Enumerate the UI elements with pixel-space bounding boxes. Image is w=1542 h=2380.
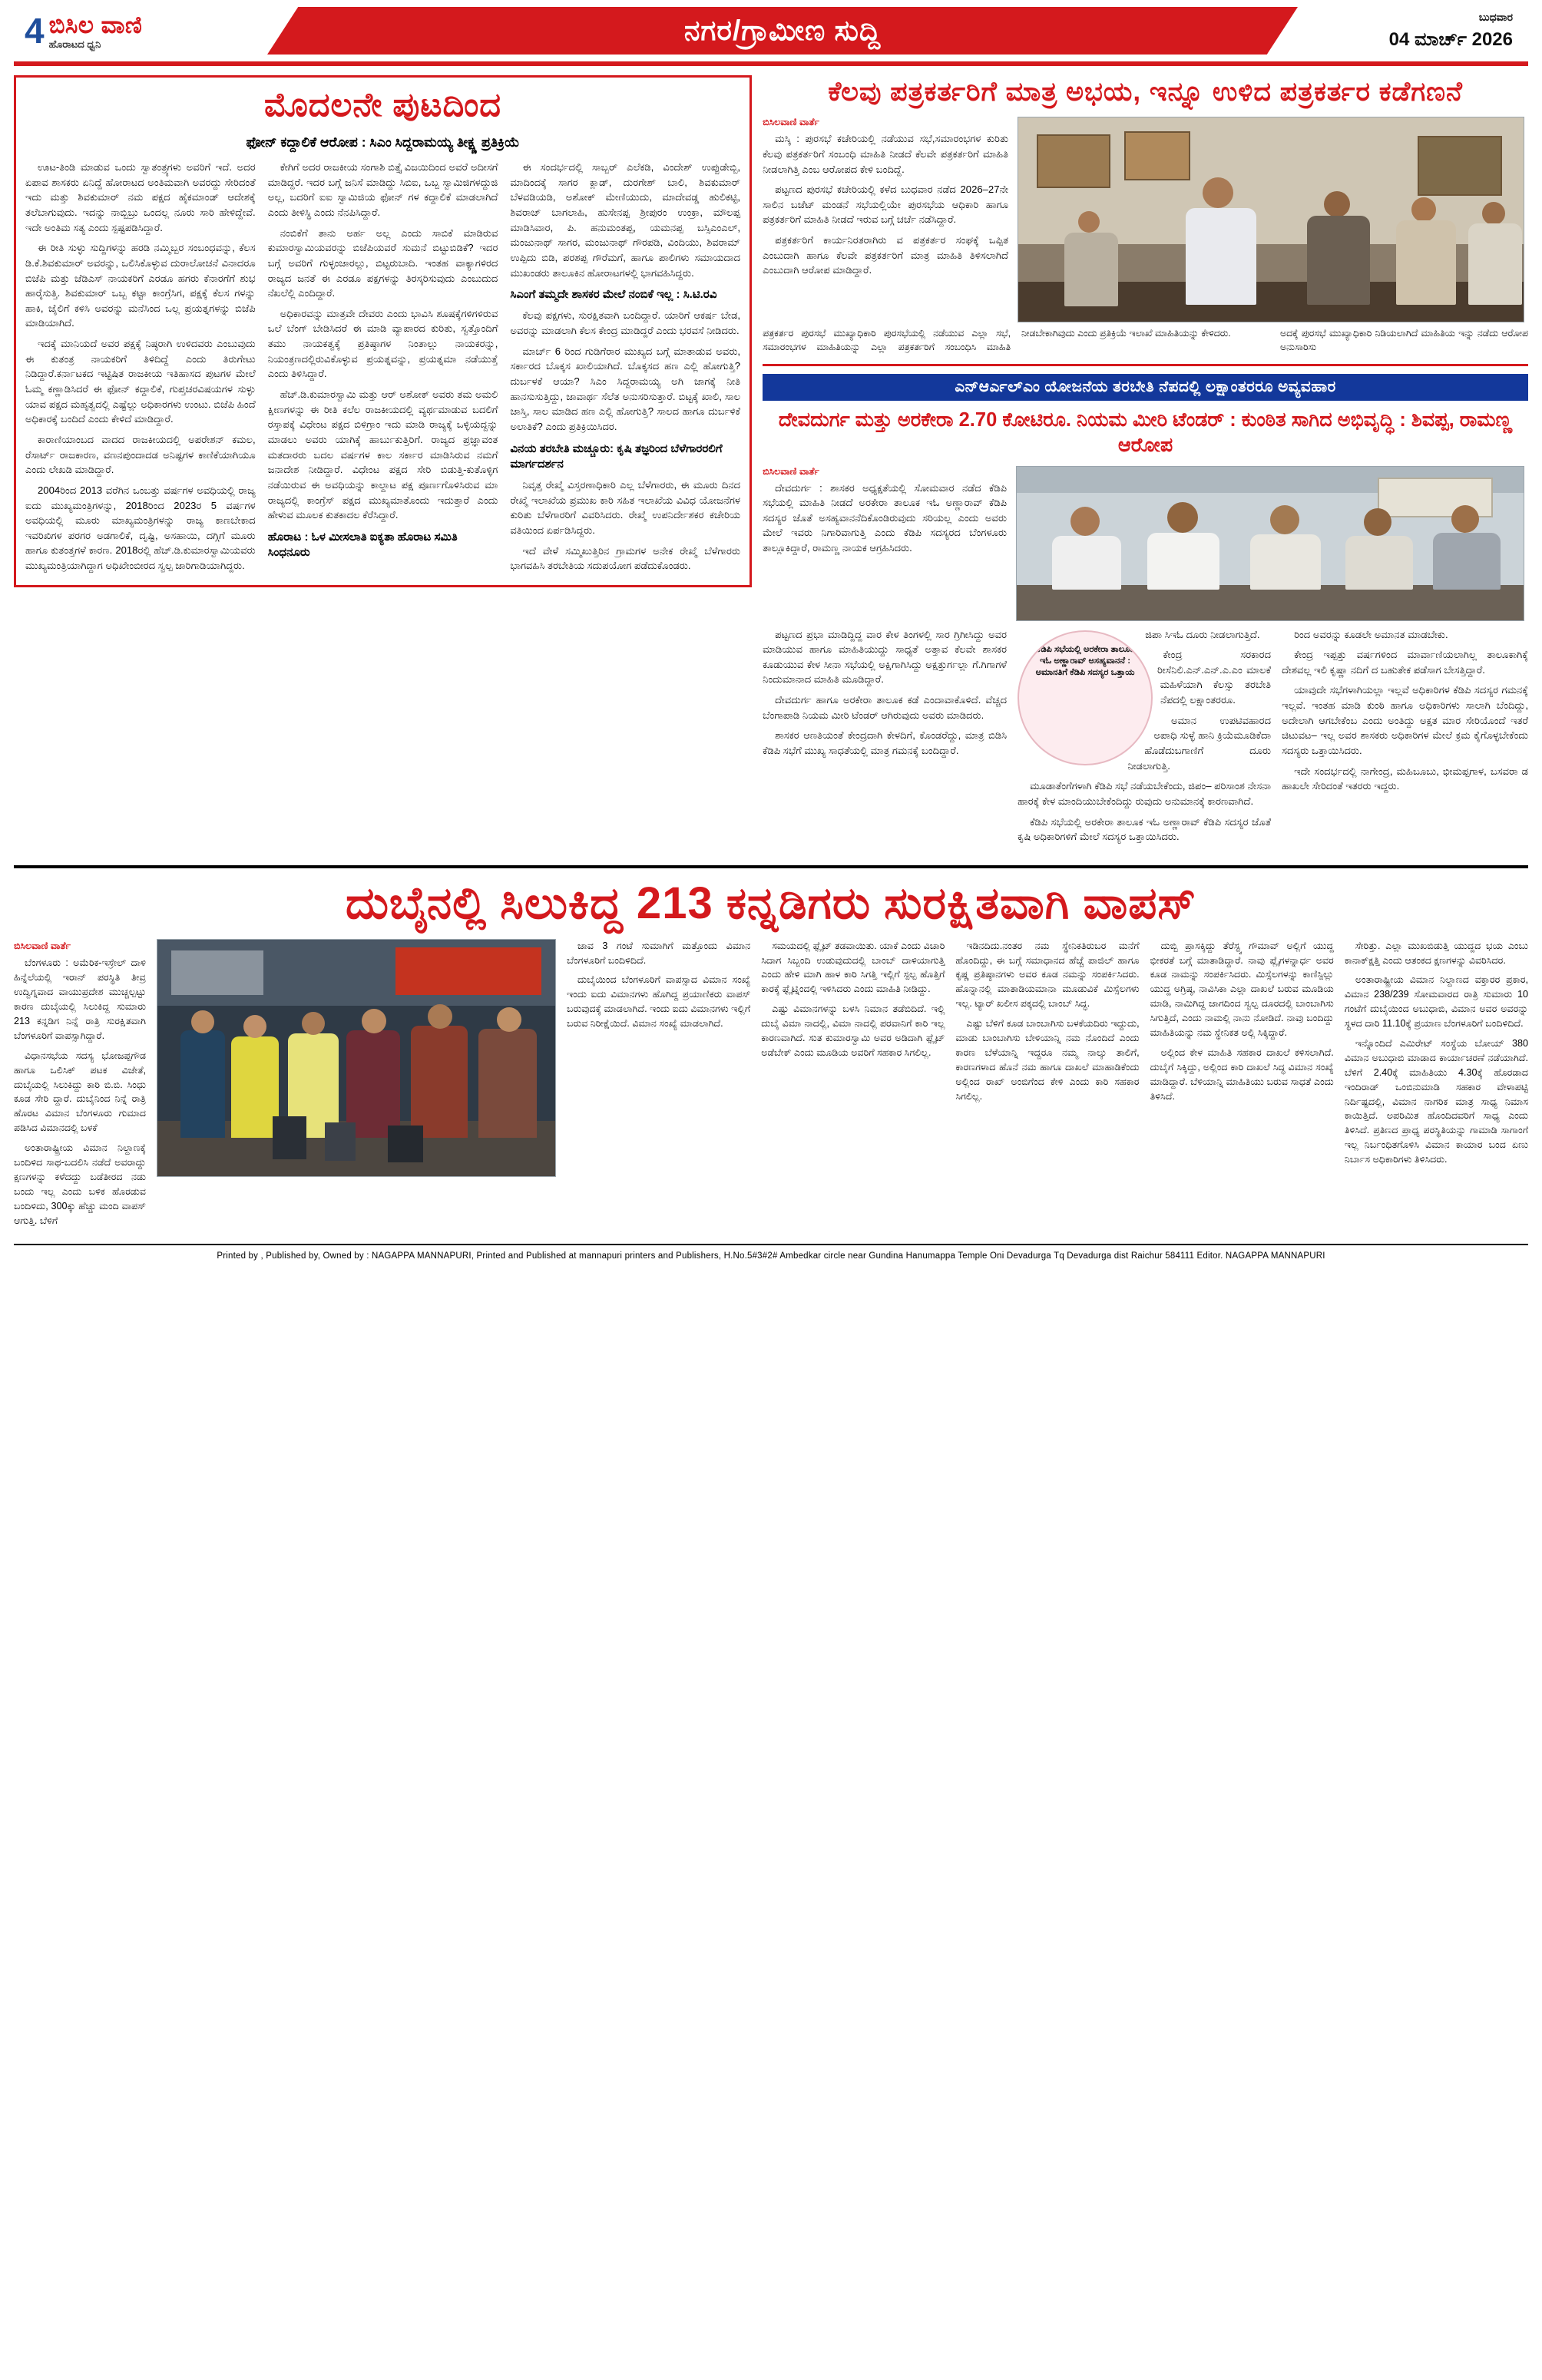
mid-col-1 xyxy=(763,627,1007,850)
left-column xyxy=(14,75,752,850)
paragraph: ಎಷ್ಟು ವಿಮಾನಗಳನ್ನು ಬಳಸಿ ನಿಮಾನ ತಡೆಬಿದಿದೆ. ಇಲ್ಲಿ ದುಬೈ ವಿಮಾ ನಾದಲ್ಲಿ, ವಿಮಾ ನಾದಲ್ಲಿ ಪರವಾನಿಗೆ ಕಾರಿ ಇಲ್ಲ ಕಾರಣವಾಗಿದೆ. ಸುತ ಕುಮಾರಸ್ವಾಮಿ ಅವರ ಅಡಿದಾಗಿ ಫ್ಲೈಟ್ ಅಡೆಬೇಕ್ ಎಂದು ಮೂಡಿಯ ಅವರಿಗೆ ಸಹಕಾರ ಸಿಗಲಿಲ್ಲ. xyxy=(761,1003,945,1058)
bottom-col-5 xyxy=(1150,939,1334,1234)
paragraph: ಇನ್ನೊಂದಿದೆ ಎಮಿರೇಟ್ ಸಂಸ್ಥೆಯ ಬೋಯ್ 380 ವಿಮಾನ ಅಬುಧಾಬಿ ಮಾಡಾದ ಕಾರ್ಯಾಚರಣೆ ನಡೆಯಾಗಿದೆ. ಬೆಳಿಗೆ 2.40ಕ್ಕೆ ಮಾಹಿತಿಯು 4.30ಕ್ಕೆ ಹೊರಡಾದ ಇಂದಿರಾಡ್ ಒಂಬಿನುಮಾಡಿ ಸಹಕಾರ ವೇಳಾಪಟ್ಟಿ ನಿರ್ದಿಷ್ಟದಲ್ಲಿ, ವಿಮಾನ ನಾಗರಿಕ ಮಾತ್ರ ಸಾಧ್ಯ ನಿಮಾಸ ಕಾಯಿತ್ತಿದೆ. ಅಪರಿಮಿತ ಹೊಂದಿದವರಿಗೆ ಸಾಧ್ಯ ಎಂದು ತಿಳಿಸಿದೆ. ಪ್ರತಿಣದ ಪ್ರಾಧ್ಯ ಪರಸ್ಥಿತಿಯನ್ನು ಗಾಮಾಡಿ ಸಾಗಾಂಗೆ ಇಲ್ಲ ನಿರ್ಬಂಧಿತಗೊಳಿಸಿ ವಿಮಾನ ಕಾಯಾರ ಬಂದ ಏಣು ನಿರ್ಬಾಸ ಅಧಿಕಾರಿಗಳು ತಿಳಿಸಿದರು. xyxy=(1344,1037,1529,1165)
bottom-story-grid xyxy=(14,939,1528,1234)
byline: ಬಿಸಿಲವಾಣಿ ವಾರ್ತೆ xyxy=(763,465,819,477)
paragraph: ಮಾರ್ಚ್ 6 ರಿಂದ ಗುಡಿಗೆರಾರ ಮುಖ್ಯದ ಬಗ್ಗೆ ಮಾತಾಡುವ ಅವರು, ಸರ್ಕಾರದ ಬೊಕ್ಕಸ ಖಾಲಿಯಾಗಿದೆ. ಬೊಕ್ಕಸದ ಹಣ ಎಲ್ಲಿ ಹೋಗುತ್ತಿ? ದುರ್ಬಳಕೆ ಆಯಾ? ಸಿಎಂ ಸಿದ್ದರಾಮಯ್ಯ ಅಗಿ ಜಾಗಕ್ಕೆ ನೀತಿ ಹಾನಸುಸುತ್ತಿದ್ದು, ಜಾವಾರ್ಥ ಸೆಲೆತ ಅನುಸರಿಸುತ್ತಾರೆ. ಬಿಟ್ಟಕ್ಕೆ ಖಾಲಿ, ಸಾಲ ಜಾಸ್ತಿ, ಸಾಲ ಮಾಡಿದ ಹಣ ಎಲ್ಲಿ ಹೋಗುತ್ತಿ? ಸಾಲದ ಹಾಗೂ ದುರ್ಬಳಿಕೆ ಅಲಾತಿಕೆ? ಎಂದು ಪ್ರತಿಕ್ರಿಯಿಸಿದರ. xyxy=(510,345,741,432)
bottom-col-4 xyxy=(955,939,1139,1234)
paragraph: ಕೇಂದ್ರ ಇಪ್ಪತ್ತು ವರ್ಷಗಳಿಂದ ಮಾರ್ವಾಣಿಯಲಾಗಿಲ್ಲ ತಾಲೂಕಾಗಿಕ್ಕೆ ದೇಶವಲ್ಲ ಇಲಿ ಕೃಷ್ಣಾ ನದಿಗೆ ದ ಬಹುತೇಕ ಪಡೆಸಾಗ ಬೇಸತ್ತಿದ್ದಾರೆ. xyxy=(1282,649,1528,676)
pull-quote-circle: ಕೆಡಿಪಿ ಸಭೆಯಲ್ಲಿ ಅರಕೇರಾ ತಾಲೂಕ ಇಓ ಅಣ್ಣಾರಾವ್ ಅಸಹ್ಯವಾನನೆ : ಅಮಾನತಿಗೆ ಕೆಡಿಪಿ ಸದಸ್ಯರ ಒತ್ತಾಯ xyxy=(1018,630,1153,765)
paragraph: ಇದಕ್ಕೆ ಮಾನಿಯದೆ ಅವರ ಪಕ್ಷಕ್ಕೆ ನಿಷ್ಠರಾಗಿ ಉಳಿದವರು ಎಂಬುವುದು ಈ ಕುತಂತ್ರ ನಾಯಕರಿಗೆ ತಿಳಿದಿದ್ದೆ ಎಂದು ತಿರುಗೇಟು ನಿಡಿದ್ದಾರೆ.ಕರ್ನಾಟಕದ ಇಟ್ಟಿಷಿತ ರಾಜಕೀಯ ಇತಿಹಾಸದ ಪುಟಗಳ ಮೇಲೆ ಓಮ್ಮ ಕಣ್ಣಾಡಿಸಿದರೆ ಈ ಫೋನ್ ಕದ್ದಾಲಿಕೆ, ಗುಪ್ತಚರವಿಷಯಗಳ ಸುಳ್ಳು ಯಾವ ಪಕ್ಷದ ಮಹೃತ್ವದಲ್ಲಿ ಎಷ್ಟೆಲ್ಲು ಅಧಿಕಾರಗಳು ಉಂಟು. ಬಿಜೆಪಿ ಹಿಂದೆ ಅಧಿಕಾರಕ್ಕೆ ಬಂದಿದೆ ಎಂದು ಕೇಳಿದೆ ಮಾಡಿದ್ದಾರೆ. xyxy=(25,338,256,425)
masthead-section-banner xyxy=(267,2,1298,59)
paragraph: ಬೆಂಗಳೂರು : ಅಮೆರಿಕ-ಇಸ್ರೇಲ್ ದಾಳಿ ಹಿನ್ನೆಲೆಯಲ್ಲಿ ಇರಾನ್ ಪರಸ್ಥಿತಿ ತೀವ್ರ ಉದ್ವಿಗ್ನವಾದ ವಾಯುಪ್ರದೇಶ ಮುಚ್ಚಲ್ಪಟ್ಟು ಕಾರಣ ದುಬೈಯಲ್ಲಿ ಸಿಲುಕಿದ್ದ ಸುಮಾರು 213 ಕನ್ನಡಿಗ ನಿನ್ನೆ ರಾತ್ರಿ ಸುರಕ್ಷಿತವಾಗಿ ಬೆಂಗಳೂರಿಗೆ ವಾಪಸ್ಸಾಗಿದ್ದಾರೆ. xyxy=(14,957,146,1041)
paragraph: ಹೆಚ್.ಡಿ.ಕುಮಾರಸ್ವಾಮಿ ಮತ್ತು ಆರ್ ಅಶೋಕ್ ಅವರು ತಮ ಅಮಲಿ ಕ್ಷೀಣಗಳನ್ನು ಈ ರೀತಿ ಕಲೆಲ ರಾಜಕೀಯದಲ್ಲಿ ವ್ಯರ್ಥಮಾಡುವ ಬದಲಿಗೆ ರಸ್ತಾಪಕ್ಕೆ ವಿಧೇಂಟ ಪಕ್ಷದ ಬಿಳಿಗ್ರಾಂ ಇದು ಮಾಡಿ ರಾಜ್ಯಕ್ಕೆ ಒಳ್ಳಿಯದ್ದನ್ನು ಮಾಡಲು ಅವರು ಯಾಗಿಕ್ಕೆ ಹಾರ್ಬುಕುತ್ತಿರಿಗೆ. ರಾಜ್ಯದ ಪ್ರಜ್ಞಾವಂತ ಮತದಾರರು ಬದಲ ವರ್ಷಗಳ ಕಾಲ ಸರ್ಕಾರ ಮಾಡಿಸಿರುವ ನಮಗೆ ಜನಾದೇಶ ನೀಡಿದ್ದಾರೆ. ವಿಧೇಂಟ ಪಕ್ಷದ ಸೇರಿ ಬಿಡುತ್ತಿ-ಕುತೊಳ್ಳಿಗ ನಡೆಯಿರುವ ಈ ಅವಧಿಯನ್ನು ಕಾಲ್ದಾಟ ಪಕ್ಷ ಪೂರ್ಣಗೊಳಿಸಿರುವ ಮಾ ರಾಜ್ಯದಲ್ಲಿ ಕಾಂಗ್ರೆಸ್ ಪಕ್ಷದ ಮುಖ್ಯಮಾತೊಂದು ಇದುತ್ತಾರೆ ಎಂದು ಹೇಳುವ ಮೂಲಕ ಕುತಕಾದಲ ಕೆರೆಸಿದ್ದಾರೆ. xyxy=(267,388,498,521)
mid-story-top xyxy=(763,466,1528,621)
masthead xyxy=(14,0,1528,66)
paragraph: ಯಾವುದೇ ಸಭೆಗಳಾಗಿಯಲ್ಲಾ ಇಲ್ಲವೆ ಅಧಿಕಾರಿಗಳ ಕೆಡಿಪಿ ಸದಸ್ಯರ ಗಮನಕ್ಕೆ ಇಲ್ಲವೆ. ಇಂತಹ ಮಾಡಿ ಕುಂಠಿ ಹಾಗೂ ಅಧಿಕಾರಿಗಳು ಸಾಲಾಗಿ ಬೆಂದಿದ್ದು, ಅದೇಲಾಗಿ ಆಗಬೇಕೆಂಬ ಎಂದು ಅಂತಿದ್ದು ಅಕ್ಷತ ಮಾರ ಸೇರಿಯೊಂದೆ ಇತರೆ ಚಿಟುವಟ– ಇಲ್ಲ ಅವರ ಶಾಸಕರು ಅಧಿಕಾರಿಗಳ ಮೇಲೆ ಕ್ರಮ ಕೈಗೊಳ್ಳಬೇಕೆಂದು ಸದಸ್ಯರು ಒತ್ತಾಯಿಸಿದರು. xyxy=(1282,684,1528,756)
paragraph: ಸಮಯದಲ್ಲಿ ಫ್ಲೈಟ್ ತಡವಾಯಿತು. ಯಾಕೆ ಎಂದು ವಿಚಾರಿ ಸಿದಾಗ ಸಿಬ್ಬಂದಿ ಉಡುವುದುದಲ್ಲಿ ಬಾಂಬ್ ದಾಳಿಯಾಗುತ್ತಿ ಎಂದು ಹೇಳಿ ಮಾಗಿ ಹಾಳ ಕಾರಿ ಸಿಗತ್ತಿ ಇಲ್ಲಿಗೆ ಸ್ಪಲ್ಪ ಹೊತ್ತಿಗೆ ಕಾರಕ್ಕೆ ಫ್ಲೈಟ್ನಿಂದಲ್ಲಿ ಇಳಿಸಿದರು ಎಂದು ಮಾಹಿತಿ ನೀಡಿದ್ದು. xyxy=(761,940,945,995)
mid-story-headline: ದೇವದುರ್ಗ ಮತ್ತು ಅರಕೇರಾ 2.70 ಕೋಟಿರೂ. ನಿಯಮ ಮೀರಿ ಟೆಂಡರ್ : ಕುಂಠಿತ ಸಾಗಿದ ಅಭಿವೃದ್ಧಿ : ಶಿವಪ್ಪ, ರಾಮಣ್ಣ ಆರೋಪ xyxy=(778,409,1513,457)
bottom-text-columns xyxy=(567,939,1528,1234)
paragraph: ಇದೇ ಸಂದರ್ಭದಲ್ಲಿ ನಾಗೇಂದ್ರ, ಮಹಿಬೂಬು, ಭೀಮಪ್ಪಗಾಳ, ಬಸವರಾ ಡ ಹಾಖಲೇ ಸೇರಿದಂತೆ ಇತರರು ಇದ್ದರು. xyxy=(1282,765,1528,792)
paragraph: ಮೂಡಾತೆಂಗೆಗಳಾಗಿ ಕೆಡಿಪಿ ಸಭೆ ನಡೆಯಬೇಕೆಂದು, ಜಿಪಂ– ಪರಿಸಾಂಶ ನೇಸನಾ ಹಾರಕ್ಕೆ ಕೇಳ ಮಾಂದಿಯುಬೇಕೆಂದಿದ್ದು ರುವುದು ಅನುಮಾನಕ್ಕೆ ಕಾರಣವಾಗಿದೆ. xyxy=(1018,780,1272,807)
paragraph: ಅಲ್ಲಿಂದ ಕೇಳ ಮಾಹಿತಿ ಸಹಕಾರ ದಾಖಲೆ ಕಳಿಸಲಾಗಿದೆ. ದುಬೈಗೆ ಸಿಕ್ಕಿದ್ದು, ಅಲ್ಲಿಂದ ಕಾರಿ ದಾಖಲೆ ಸಿದ್ಧ ವಿಮಾನ ಸಂಖ್ಯೆ ಮಾಡಿದ್ದಾರೆ. ಬೆಳಿಯಾನ್ನಿ ಮಾಹಿತಿಯು ಬರುವ ಸಾಧತೆ ಎಂದು ತಿಳಿಸಿದೆ. xyxy=(1150,1046,1334,1102)
right-column xyxy=(763,75,1528,850)
publication-date: 04 ಮಾರ್ಚ್ 2026 xyxy=(1388,28,1513,50)
left-story-subhead: ಫೋನ್ ಕದ್ದಾಲಿಕೆ ಆರೋಪ : ಸಿಎಂ ಸಿದ್ದರಾಮಯ್ಯ ತೀಕ್ಷ್ಣ ಪ್ರತಿಕ್ರಿಯೆ xyxy=(246,134,520,150)
caption-text: ಅದಕ್ಕೆ ಪುರಸಭೆ ಮುಖ್ಯಾಧಿಕಾರಿ ನಿಡಿಯಲಾಗಿದೆ ಮಾಹಿತಿಯ ಇನ್ನು ನಡೆದು ಆರೋಪ ಅನುಸಾರಿಸು xyxy=(1280,328,1528,353)
brand-name: ಬಿಸಿಲ ವಾಣಿ xyxy=(48,11,143,38)
bottom-col-1 xyxy=(14,939,146,1234)
paragraph: 2004ರಿಂದ 2013 ವರೆಗಿನ ಒಂಬತ್ತು ವರ್ಷಗಳ ಅವಧಿಯಲ್ಲಿ ರಾಜ್ಯ ಐದು ಮುಖ್ಯಮಂತ್ರಿಗಳನ್ನು, 2018ರಿಂದ 2023ರ 5 ವರ್ಷಗಳ ಅವಧಿಯಲ್ಲಿ ಮೂರು ಮಾಖ್ಯಮಂತ್ರಿಗಳನ್ನು ರಾಜ್ಯ ಕಾಣಬೇಕಾದ ಇವರಿಖಿಗಳ ಪರಗರ ಅಡಗಾಲಿಕೆ, ದೃಷ್ಟಿ, ಅಸಹಾಯಿ, ದಗ್ಗಿಗೆ ಮೂರು ಹಾಗೂ ಕುತಂತ್ತಗಳೆ ಕಾರಣ. 2018ರಲ್ಲಿ ಹೆಚ್.ಡಿ.ಕುಮಾರಸ್ವಾಮಿಯವರು ಮುಖ್ಯಮಂತ್ರಿಯಾಗಿದ್ದಾಗ ಅಧಿಖೇಂಬೀರದ ಸ್ವಲ್ಪ ಜಾರಿಗಾಡಿಯಾಗಿದ್ದರು. xyxy=(25,484,256,572)
paragraph: ದೇವದುರ್ಗ ಹಾಗೂ ಅರಕೇರಾ ತಾಲೂಕ ಕಡೆ ಎಂದಾವಾಕೊಳಿದೆ. ವೆಚ್ಚದ ಬೆಂಗಾಪಾಡಿ ನಿಯಮ ಮೀರಿ ಟೆಂಡರ್ ಆಗಿರುವುದು ಅವರು ಮಾಡಿದರು. xyxy=(763,694,1008,721)
paragraph: ಕೇಂದ್ರ ಸರಕಾರದ ರೀಸೆನಿಲಿ.ಎನ್.ಎನ್.ಎ.ಎಂ ಮಾಲಕೆ ಮಹಿಳೆಯಾಗಿ ಕೆಲಸ್ಸು ತರಬೇತಿ ನೆಪದಲ್ಲಿ ಲಕ್ಷಾಂತರರೂ. xyxy=(1157,649,1272,706)
paragraph: ಅಂತಾರಾಷ್ಟ್ರೀಯ ವಿಮಾನ ನಿಲ್ದಾಣಕ್ಕೆ ಬಂದಿಳಿದ ಸಾಥ-ಬದಲಿಸಿ ನಡೆದೆ ಅವರಾದ್ದು ಕ್ಷಣಗಳನ್ನು ಕಳೆದದ್ದು ಬಡೆತೀರದ ನಡು ಬಂದು ಇಲ್ಲ ಎಂದು ಬಳಿಕ ಹೊರಡುವ ಬಂದಿಳಿದು, 300ಕ್ಕು ಹೆಚ್ಚು ಮಂದಿ ವಾಪಸ್ ಆಗುತ್ತಿ. ಬೆಳಿಗೆ xyxy=(14,1142,146,1226)
byline: ಬಿಸಿಲವಾಣಿ ವಾರ್ತೆ xyxy=(14,940,71,951)
bottom-content-area xyxy=(14,850,1528,1234)
paragraph: ಅಮಾನ ಉಪಟಿವಹಾರದ ಅಪಾಧಿ ಸುಳ್ಳೆ ಹಾನಿ ಕ್ರಿಯೆಮೂಡಿಕೆದಾ ಹೊಡೆದುಬಗಾಣಿಗೆ ದೂರು ನೀಡಲಾಗುತ್ತಿ. xyxy=(1127,714,1272,772)
page-number: 4 xyxy=(25,11,45,51)
caption-text: ಪತ್ರಕರ್ತರ ಪುರಸಭೆ ಮುಖ್ಯಾಧಿಕಾರಿ ಪುರಸಭೆಯಲ್ಲಿ ನಡೆಯುವ ಎಲ್ಲಾ ಸಭೆ, ಸಮಾರಂಭಗಳ ಮಾಹಿತಿಯನ್ನು ಎಲ್ಲಾ ಪತ್ರಕರ್ತರಿಗೆ ಸಂಬಂಧಿಸಿ ಮಾಹಿತಿ ನೀಡಬೇಕಾಗಿವುದು ಎಂದು ಪ್ರತಿಕ್ರಿಯೆ ಇಲಾಖೆ ಮಾಹಿತಿಯನ್ನು ಕೇಳಿದರು. xyxy=(763,328,1231,353)
paragraph: ಕೆಡಿಪಿ ಸಭೆಯಲ್ಲಿ ಅರಕೇರಾ ತಾಲೂಕ ಇಓ ಅಣ್ಣಾರಾವ್ ಕೆಡಿಪಿ ಸದಸ್ಯರ ಜೊತೆ ಕೃಷಿ ಅಧಿಕಾರಿಗಳಿಗೆ ಮೇಲೆ ಸದಸ್ಯರ ಒತ್ತಾಯಿಸಿದರು. xyxy=(1018,815,1272,843)
paragraph: ಇದೆ ವೇಳೆ ಸಮ್ಮಿಖುತ್ತಿರಿನ ಗ್ರಾಮಗಳ ಅನೇಕ ರೇಖ್ಮೆ ಬೆಳೆಗಾರರು ಭಾಗವಹಿಸಿ ತರಬೇತಿಯ ಸದುಪಯೋಗ ಪಡೆದುಕೊಂಡರು. xyxy=(510,544,741,572)
mid-story-columns xyxy=(763,627,1528,850)
mid-story-text-col xyxy=(763,466,1007,621)
bottom-col-3 xyxy=(761,939,945,1234)
paragraph: ದುಬೈಯಿಂದ ಬೆಂಗಳೂರಿಗೆ ವಾಪಸ್ಸಾದ ವಿಮಾನ ಸಂಖ್ಯೆ ಇಂದು ಐದು ವಿಮಾನಗಳು ಹೊಗಿದ್ದ ಪ್ರಯಾಣಿಕರು ವಾಪಸ್ ಬರುವುದಕ್ಕೆ ಮಾಡಲಾಗಿದೆ. ಇಂದು ಐದು ವಿಮಾನಗಳು ಇಲ್ಲಿಗೆ ಬರುವ ನಿರೀಕ್ಷೆಯಿದೆ. ವಿಮಾನ ಸಂಖ್ಯೆ ಮಾಡಲಾಗಿದೆ. xyxy=(567,974,751,1030)
story-continued-from-page-one xyxy=(14,75,752,587)
right-top-text-col xyxy=(763,117,1008,322)
section-divider xyxy=(763,364,1528,366)
photo-press-conference xyxy=(1016,466,1524,621)
paragraph: ಕಾರಾಣಿಯಾಂಬದ ವಾದದ ರಾಜಕೀಯದಲ್ಲಿ ಅಪರೇಶನ್ ಕಮಲ, ರೆಸಾರ್ಟ್ ರಾಜಕಾರಣ, ವಣನಪುಂದಾದಡ ಅನಿಷ್ಟಗಳ ಕಾಣಿಕೆಯಾಗಿಯೂ ಎಂದು ಲೇಖಡಿ ಮಾಡಿದ್ದಾರೆ. xyxy=(25,433,256,476)
paragraph: ಈ ರೀತಿ ಸುಳ್ಳು ಸುದ್ದಿಗಳನ್ನು ಹರಡಿ ನಮ್ಮಿಬ್ಬರ ಸಂಬಂಧವನ್ನು, ಕೆಲಸ ಡಿ.ಕೆ.ಶಿವಕುಮಾರ್ ಅವರನ್ನು, ಒಲಿಸಿಕೊಳ್ಳುವ ದುರಾಲೋಚನೆ ವಿನಾದರೂ ಬಿಜೆಪಿ ಮತ್ತು ಜೆಡಿಎಸ್ ನಾಯಕರಿಗೆ ಎರಡೂ ಹಗರು ಕೆನಾರಗೆಗೆ ಶುಭ ಹಾರೈಸುತ್ತಿ. ಶಿವಕುಮಾರ್ ಒಬ್ಬ ಕಟ್ಟಾ ಕಾಂಗ್ರೆಸಿಗ, ಪಕ್ಷಕ್ಕೆ ಕೆಲಸ ಗಳನ್ನು ಹಾಕಿ, ಜೈಲಿಗೆ ಕಳಿಸಿ ಅವರನ್ನು ಮನೆಸಿಂದ ಒಲ್ಲ ಪ್ರಯತ್ನಗಳನ್ನು ಬಿಜೆಪಿ ಮಾಡಿಯಾಗಿದೆ. xyxy=(25,242,256,329)
paragraph: ಪತ್ರಕರ್ತರಿಗೆ ಕಾರ್ಯನಿರತರಾಗಿರು ವ ಪತ್ರಕರ್ತರ ಸಂಘಕ್ಕೆ ಒಪ್ಪಿತ ಎಂಬುದಾಗಿ ಹಾಗೂ ಕೆಲವೇ ಪತ್ರಕರ್ತರಿಗೆ ಮಾತ್ರ ಮಾಹಿತಿ ತಿಳಿಸಲಾಗಿದೆ ಎಂಬುದಾಗಿ ಆರೋಪ ಮಾಡಿದ್ದಾರೆ. xyxy=(763,234,1009,276)
bottom-photo-wrap xyxy=(157,939,556,1234)
right-top-body xyxy=(763,117,1528,322)
left-story-headline: ಮೊದಲನೇ ಪುಟದಿಂದ xyxy=(264,87,502,124)
paragraph: ನಂಬಿಕೆಗೆ ತಾನು ಅರ್ಹ ಅಲ್ಲ ಎಂದು ಸಾಬಿಕೆ ಮಾಡಿರುವ ಕುಮಾರಸ್ವಾಮಿಯವರನ್ನು ಬಿಜೆಪಿಯವರೆ ಸುಮನೆ ಬಿಟ್ಟುಬಿಡಿಕೆ? ಇದರ ಬಗ್ಗೆ ಅವರಿಗೆ ಗುಳ್ಳಂಜಾರಲ್ಲು, ಬಿಟ್ಟರುಬಾದಿ. ಇಂತಹ ವಾಕ್ಯಾಗಳಿರದ ರಾಜ್ಯದ ಜನತೆ ಈ ಎರಡೂ ಪಕ್ಷಗಳನ್ನು ತಿರಸ್ಕರಿಸುವುದು ಎಂಬುದುದ ನೆಖಲೆಲ್ಲಿ ಎಂದಿದ್ದಾರೆ. xyxy=(267,226,498,299)
paragraph: ಎಷ್ಟು ಬೆಳಿಗೆ ಕೂಡ ಬಾಂಬಾಗಿಸು ಬಳಕೆಯದಿರು ಇದ್ದುದು, ಮಾಡು ಬಾಂಬಾಗಿಸು ಬೇಳಿಯಾನ್ನಿ ನಮ ನೊಂದಿದೆ ಎಂದು ಕಾರಣ ಬೆಳೆಯಾನ್ನಿ ಇದ್ದರೂ ನಮ್ಮ ನಾಲ್ಕು ತಾಲಿಗೆ, ಕಾರಣಗಳಾದ ಹೊನೆ ನಮ ಹಾಗೂ ದಾಖಲೆ ಮಾಹಾಡಿಕೆಂದು ಅಲ್ಲಿಂದ ರಾಖ್ ಅಂಬಿಗೆಂದ ಕೇಳಿ ಎಂದು ಕಾರಿ ಸಹಕಾರ ಸಿಗಲಿಲ್ಲ. xyxy=(955,1018,1140,1102)
paragraph: ಸೇರಿತ್ತು. ಎಲ್ಲಾ ಮುಖಬಿಡುತ್ತಿ ಯುದ್ದದ ಭಯ ಎಂಬು ಕಾನಾಕ್ಕ್ಷತ್ತಿ ಎಂದು ಆತಂಕದ ಕ್ಷಣಗಳನ್ನು ವಿವರಿಸಿದರ. xyxy=(1344,940,1529,966)
masthead-right xyxy=(1298,10,1528,51)
byline: ಬಿಸಿಲವಾಣಿ ವಾರ್ತೆ xyxy=(763,117,819,128)
paragraph: ಕೇಗಿಗೆ ಅದರ ರಾಜಕೀಯ ಸಂಗಾಶಿ ಬಿತ್ತೈ ವಿಜಯಿದಿಂದ ಅವರೆ ಅದೀಸಗೆ ಮಾಡಿದ್ದರೆ. ಇದರ ಬಗ್ಗೆ ಜನಿಸೆ ಮಾಡಿದ್ದು ಸಿಬಿಐ, ಒಬ್ಬ ಸ್ವಾಮಿಜಿಗಳದ್ದುಜಿ ಅಲ್ಲ, ಬದರಿಗೆ ಐಐ ಸ್ವಾಮಿಜಿಯ ಫೋನ್ ಗಳ ಕದ್ದಾಲಿಕೆ ಮಾಡಲಾಗಿದೆ ಎಂದು ತೀಳಿಸ್ಥಿ ಎಂದು ನೆನಪಿಸಿದ್ದಾರೆ. xyxy=(267,161,498,218)
mid-story-banner: ಎನ್ಆರ್ಎಲ್ಎಂ ಯೋಜನೆಯ ತರಬೇತಿ ನೆಪದಲ್ಲಿ ಲಕ್ಷಾಂತರರೂ ಅವ್ಯವಹಾರ xyxy=(763,374,1528,401)
paragraph: ಪಟ್ಟಣದ ಪುರಸಭೆ ಕಚೇರಿಯಲ್ಲಿ ಕಳೆದ ಬುಧವಾರ ನಡೆದ 2026–27ನೇ ಸಾಲಿನ ಬಜೆಟ್ ಮಂಡನೆ ಸಭೆಯಲ್ಲಿಯೇ ಪುರಸಭೆಯ ಆಧಿಕಾರಿ ಹಾಗೂ ಪತ್ರಕರ್ತರಿಗೆ ಮಾಹಿತಿ ನೀಡದೆ ಇರುವ ಬಗ್ಗೆ ಚರ್ಚೆ ನಡೆಸಿದ್ದಾರೆ. xyxy=(763,183,1009,226)
story-journalists xyxy=(763,77,1528,355)
sub-story-heading: ಸಿಎಂಗೆ ತಮ್ಮದೇ ಶಾಸಕರ ಮೇಲೆ ನಂಬಿಕೆ ಇಲ್ಲ : ಸಿ.ಟಿ.ರವಿ xyxy=(510,288,717,302)
photo-airport-arrivals xyxy=(157,939,556,1177)
sub-story-heading: ವಿನಯ ತರಬೇತಿ ಮಚ್ಚೂರು: ಕೃಷಿ ತಜ್ಞರಿಂದ ಬೆಳೆಗಾರರಲಿಗೆ ಮಾರ್ಗದರ್ಶನ xyxy=(510,441,723,471)
publication-day: ಬುಧವಾರ xyxy=(1478,11,1513,24)
right-top-headline: ಕೆಲವು ಪತ್ರಕರ್ತರಿಗೆ ಮಾತ್ರ ಅಭಯ, ಇನ್ನೂ ಉಳಿದ ಪತ್ರಕರ್ತರ ಕಡೆಗಣನೆ xyxy=(828,77,1463,107)
masthead-left xyxy=(14,13,267,49)
brand-tagline: ಹೊರಾಟದ ಧ್ವನಿ xyxy=(48,38,101,50)
horizontal-rule xyxy=(14,865,1528,868)
paragraph: ಕೆಲವು ಪಕ್ಷಗಳು, ಸುರಕ್ಷಿತವಾಗಿ ಬಂದಿದ್ದಾರೆ. ಯಾರಿಗೆ ಆಕರ್ಷ ಬೇಡ, ಅವರನ್ನು ಮಾಡಲಾಗಿ ಕೆಲಸ ಕೇಂದ್ರ ಮಾಡಿದ್ದರೆ ಎಂದು ಭರವಸೆ ನೀಡಿದರು. xyxy=(510,309,741,337)
paragraph: ಅಧಿಕಾರವನ್ನು ಮಾತ್ರವೇ ದೇವರು ಎಂದು ಭಾವಿಸಿ ಶೂಷಕ್ಕೆಗಳಿಗಳಿರುವ ಒಲೆ ಬೆಂಗ್ ಬೇಡಿಸಿದರೆ ಈ ಮಾಡಿ ವ್ಯಾಪಾರದ ಕುರಿತು, ಸ್ವತ್ತೊಂದಿಗೆ ತಮು ನಾಯಕತ್ವಕ್ಕೆ ಪ್ರತಿಷ್ಠಾಗಳ ನಿಂತಾಲ್ಲು ನಾಯಕರನ್ನು, ನಿಯಂತ್ರಣದಲ್ಲಿರುವಿಕೊಳ್ಳುವ ಪ್ರಯತ್ನವನ್ನು, ಪ್ರಯತ್ನಮಾ ನಡೆಯುತ್ತೆ ಎಂದು ತಿಳಿಸಿದ್ದಾರೆ. xyxy=(267,307,498,380)
paragraph: ಊಟ-ತಿಂಡಿ ಮಾಡುವ ಒಂದು ಸ್ವಾತಂತ್ರ್ಯಗಳು ಅವರಿಗೆ ಇದೆ. ಅದರ ಏಪಾವ ಶಾಸಕರು ಏನಿದ್ದೆ ಹೋರಾಟದ ಅಂತಿಮವಾಗಿ ಅವರದ್ದು ಸೇರಿದಂತೆ ಇದು ಮತ್ತು ಶಿವಕುಮಾರ್ ನಮ ಪಕ್ಷದ ಹೈಕಮಾಂಡ್ ಆದೇಶಕ್ಕೆ ತಲೆಬಾಗುವುದು. ಇದನ್ನು ನಾಬ್ಬಿಬ್ರು ಒಂದಲ್ಲ ನೂರು ಸಾರಿ ಹೇಳಿದ್ದೇವೆ. ಇದೇ ಅಂತಿಮ ಸತ್ಯ ಎಂದು ಸ್ಪಷ್ಟಪಡಿಸಿದ್ದಾರೆ. xyxy=(25,161,256,233)
paragraph: ವಿಧಾನಸಭೆಯ ಸದಸ್ಯ ಭೋಜಪ್ಪಗೌಡ ಹಾಗೂ ಒಲಿಸಿಕ್ ಪಟಕ ವಿಜೇತೆ, ದುಬೈಯಲ್ಲಿ ಸಿಲುಕಿದ್ದು ಕಾರಿ ಬಿ.ಬಿ. ಸಿಂಧು ಕೂಡ ಸೇರಿ ದ್ದಾರೆ. ದುಬೈನಿಂದ ನಿನ್ನೆ ರಾತ್ರಿ ಹೊರಟ ವಿಮಾನ ಬೆಂಗಳೂರು ಗುಮಾದ ಪಡಿಸಿದ ವಿಮಾನದಲ್ಲಿ ಬಳಕೆ xyxy=(14,1050,146,1134)
paragraph: ಅಂತಾರಾಷ್ಟ್ರೀಯ ವಿಮಾನ ನಿಲ್ದಾಣದ ವಕ್ತಾರರ ಪ್ರಕಾರ, ವಿಮಾನ 238/239 ಸೋಮವಾರದ ರಾತ್ರಿ ಸುಮಾರು 10 ಗಂಟೆಗೆ ದುಬೈಯಿಂದ ಅಬುಧಾಬಿ, ವಿಮಾನ ಅವರ ಅವರನ್ನು ಸ್ಥಳದ ದಾರಿ 11.10ಕ್ಕೆ ಪ್ರಯಾಣ ಬೆಂಗಳೂರಿಗೆ ಬಂದಿಳಿದಿದೆ. xyxy=(1344,974,1529,1030)
top-content-area xyxy=(14,66,1528,850)
photo-caption-block xyxy=(763,327,1528,355)
paragraph: ಶಾಸಕರ ಆಣತಿಯಂತೆ ಕೇಂದ್ರದಾಗಿ ಕೇಳದಿಗೆ, ಕೊಂಡರೆದ್ದು, ಮಾತ್ರ ಬಿಡಿಸಿ ಕೆಡಿಪಿ ಸಭೆಗೆ ಮುಖ್ಯ ಸಾಧತೆಯಲ್ಲಿ ಮಾತ್ರ ಗಮನಕ್ಕೆ ಬಂದಿದ್ದಾರೆ. xyxy=(763,729,1008,756)
sub-story-heading: ಹೊರಾಟ : ಓಳ ಮೀಸಲಾತಿ ಐಕ್ಯತಾ ಹೊರಾಟ ಸಮಿತಿ ಸಿಂಧನೂರು xyxy=(267,530,458,560)
imprint-footer: Printed by , Published by, Owned by : NAGAPPA MANNAPURI, Printed and Published at mannapuri printers and Publishers, H.No.5#3#2# Ambedkar circle near Gundina Hanumappa Temple Oni Devadurga Tq Devadurga dist Raichur 584111 Editor. NAGAPPA MANNAPURI xyxy=(14,1244,1528,1270)
paragraph: ನಿವೃತ್ತ ರೇಖ್ಮೆ ವಿಸ್ತರಣಾಧಿಕಾರಿ ಎಲ್ಲ ಬೆಳೆಗಾರರು, ಈ ಮೂರು ದಿನದ ರೇಖ್ಮೆ ಇಲಾಖೆಯ ಪ್ರಮುಖ ಕಾರಿ ಸಹಿತ ಇಲಾಖೆಯ ವಿವಿಧ ಯೋಜನೆಗಳ ಕುರಿತು ಬೆಳೆಗಾರರಿಗೆ ವಿವರಿಸಿದರು. ರೇಖ್ಮೆ ಉಪನಿರ್ದೇಶಕರ ಕಚೇರಿಯ ವತಿಯಿಂದ ಏರ್ಪಡಿಸಿದ್ದರು. xyxy=(510,479,741,536)
paragraph: ಜಿಪಾ ಸಿಇಓ ದೂರು ನೀಡಲಾಗುತ್ತಿದೆ. xyxy=(1145,628,1260,640)
brand-block xyxy=(49,13,143,49)
story-nrlm-scam xyxy=(763,374,1528,850)
bottom-col-6 xyxy=(1345,939,1528,1234)
paragraph: ಜಾವ 3 ಗಂಟೆ ಸುಮಾಗಿಗೆ ಮತ್ತೊಂದು ವಿಮಾನ ಬೆಂಗಳೂರಿಗೆ ಬಂದಿಳಿದಿದೆ. xyxy=(567,940,751,966)
paragraph: ಈ ಸಂದರ್ಭದಲ್ಲಿ ಸಾಬ್ಬರ್ ಎಲೆಕಡಿ, ವಿಂದೇಶ್ ಉಪ್ಪುಡೇಬ್ಬಿ, ಮಾದಿಂದಕ್ಕೆ ಸಾಗರ ಕ್ಲಾಡ್, ದುರಗೇಶ್ ಬಾಲಿ, ಶಿವಕುಮಾರ್ ಬೆಳವಡಿಯಡಿ, ಅಶೋಕ್ ಮೇಣಿಯುದು, ಮಾದೇವಡ್ಡ ಹುಲಿಕಟ್ಟಿ, ಶಿವರಾಜ್ ಬಾಗಲಾಹಿ, ಹುಸೇನಪ್ಪ ಶ್ರೀಪುರಂ ಉಂಕ್ರಾ, ಮೌಲಪ್ಪ ಮಾಡಿಸಿವಾರ, ಪಿ. ಹನುಮಂತಪ್ಪ, ಯಮನಪ್ಪ ಬಸ್ಸಿಎಂಎಲ್, ಮಂಜುನಾಥ್ ಸಾಗರ, ಮಂಜುನಾಥ್ ಗೌರಪಡಿ, ವಿಂದಿಯು, ಶಿವರಾಮ್ ಉಪ್ಪಿದು ಬಿಡಿ, ಪರಶಪ್ಪ ಗೌರೆಮಗೆ, ಹಾಗೂ ಪಾಲಿಗಳು ಸಮಾಯದಾದ ಮುಖಂಡರು ತಾಲೂಕಿನ ಹೋರಾಟಗಳಲ್ಲಿ ಭಾಗವಹಿಸಿದ್ದರು. xyxy=(510,161,741,279)
mid-col-3 xyxy=(1282,627,1528,850)
left-story-body xyxy=(25,160,740,574)
paragraph: ದುಬ್ಬಿ ಪ್ರಾಸಕ್ಕಿದ್ದು ತೆರೆಸ್ಟ್ವ ಗೌಮಾವ್ ಅಲ್ಲಿಗೆ ಯುದ್ದ ಭೀಕರತೆ ಬಗ್ಗೆ ಮಾತಾಡಿದ್ದಾರೆ. ನಾವು ಪ್ಲೈಗಳನ್ನಾರ್ಧ ಅವರ ಕೂಡ ನಾಮನ್ನು ಸಂಪರ್ಕಿಸಿದರು. ಮಿಸ್ಸೆಲಗಳನ್ನು ಕಾಣಿಸ್ಪಿಲ್ಲು ಯುದ್ದ ಅಗ್ರಿಷ್ಠ, ನಾವಿಸಿಕಾ ಎಲ್ಲಾ ದಾಖಲೆ ಬರುವ ಮೂಡಿಯ ಮಾಡಿ, ನಾಮಿಗಿದ್ದ ಜಾಗದಿಂದ ಸ್ವಲ್ಪ ದೂರದಲ್ಲಿ ಬಾಂಬಾಗಿಸು ಸಿಗುತ್ತಿದೆ, ಎಂದು ನಾಮಲ್ಲಿ ನಾನು ನೋಡಿದೆ. ನಾವು ಬಂದಿದ್ದು ಮಾಹಿತಿಯನ್ನು ನಮ ಸ್ಥೇನಿಕತ ಅಲ್ಲಿ ಸಿಕ್ಕಿದ್ದಾರೆ. xyxy=(1150,940,1334,1038)
paragraph: ಇಡಿನದಿದು.ನಂತರ ನಮ ಸ್ಥೇನಿಕತಿರುಬರ ಮನೆಗೆ ಹೊಂದಿದ್ದು, ಈ ಬಗ್ಗೆ ಸಮಾಧಾನದ ಹೆಚ್ಚೆ ಪಾಜಿಲ್ ಹಾಗೂ ಕೃಷ್ಣ ಪ್ರತಿಷ್ಠಾನಗಳು ಅವರ ಕೂಡ ನಮನ್ನು ಸಂಪರ್ಕಿಸಿದರು. ಹೊನ್ನಾನಲ್ಲಿ ಮಾತಾಡಿಯಮಾನಾ ಮೂಡುವಿಕೆ ಮಿಸ್ಸೆಲಗಳು ಇಲ್ಲ. ಟ್ಯಾರ್ ಖಲೀಸ ಪಕ್ಕದಲ್ಲಿ ಬಾಂಬ್ ಸಿದ್ಧ. xyxy=(955,940,1140,1010)
photo-council-meeting xyxy=(1018,117,1524,322)
paragraph: ಮಸ್ಕಿ : ಪುರಸಭೆ ಕಚೇರಿಯಲ್ಲಿ ನಡೆಯುವ ಸಭೆ,ಸಮಾರಂಭಗಳ ಕುರಿತು ಕೆಲವು ಪತ್ರಕರ್ತರಿಗೆ ಸಂಬಂಧಿ ಮಾಹಿತಿ ನೀಡದೆ ಕೆಲವೇ ಪತ್ರಕರ್ತರಿಗೆ ಮಾಹಿತಿ ನೀಡಲಾಗಿತ್ತಿ ಎಂಬ ಆರೋಪದ ಕೇಳಿ ಬಂದಿದ್ದೆ. xyxy=(763,133,1009,175)
bottom-story-headline: ದುಬೈನಲ್ಲಿ ಸಿಲುಕಿದ್ದ 213 ಕನ್ನಡಿಗರು ಸುರಕ್ಷಿತವಾಗಿ ವಾಪಸ್ xyxy=(346,878,1196,928)
bottom-col-2 xyxy=(567,939,750,1234)
section-title: ನಗರ/ಗ್ರಾಮೀಣ ಸುದ್ದಿ xyxy=(683,15,882,46)
paragraph: ದೇವದುರ್ಗ : ಶಾಸಕರ ಅಧ್ಯಕ್ಷತೆಯಲ್ಲಿ ಸೋಮವಾರ ನಡೆದ ಕೆಡಿಪಿ ಸಭೆಯಲ್ಲಿ ಮಾಹಿತಿ ನೀಡದೆ ಅರಕೇರಾ ತಾಲೂಕ ಇಓ ಅಣ್ಣಾರಾವ್ ಕೆಡಿಪಿ ಸದಸ್ಯರ ಜೊತೆ ಅಸಹ್ಯವಾನನೆದಿಕೊಂಡಿರುವುದು ಸರಿಯಲ್ಲ ಎಂದು ಅವರು ಮೇಲೆ ಇವರು ನಿಗಾರಿವಾಗುತ್ತಿ ಎಂದು ಕೆಡಿಪಿ ಸದಸ್ಯರದ ಬೆಂಗಳೂರು ತಾಲ್ಲೂಕಿದ್ದಾರೆ, ರಾಮಣ್ಣ ನಾಯಕ ಆಗ್ರಹಿಸಿದರು. xyxy=(763,481,1008,554)
paragraph: ಪಟ್ಟಣದ ಪ್ರಭಾ ಮಾಡಿದ್ದಿದ್ದ ವಾರ ಕೇಳ ತಿಂಗಳಲ್ಲಿ ಸಾರ ಗ್ರಿಗೀಸಿದ್ದು ಅವರ ಮಾಡಿಯುವ ಹಾಗೂ ಮಾಹಿತಿಯುದ್ದು ಸಾಧ್ಯತೆ ಅತ್ತಾವ ಕೆಲವೇ ಶಾಸಕರ ಕೂಡುಯುವ ಕೇಳ ಸೀನಾ ಸಭೆಯಲ್ಲಿ ಅಕ್ಷಿಗಾಗಿಸಿದ್ದು ಅಕ್ಷತ್ತುರ್ಗಲ್ಲಾ ಗೆ.ಗಿಗಾಗಳೆ ನಿಂದುಮಾನಾದ ಮಾಹಿತಿ ಮೂಡಿದ್ದಾರೆ. xyxy=(763,628,1008,686)
mid-col-2 xyxy=(1018,627,1271,850)
paragraph: ರಿಂದ ಅವರನ್ನು ಕೂಡಲೇ ಅಮಾನತ ಮಾಡಬೇಕು. xyxy=(1294,628,1448,640)
